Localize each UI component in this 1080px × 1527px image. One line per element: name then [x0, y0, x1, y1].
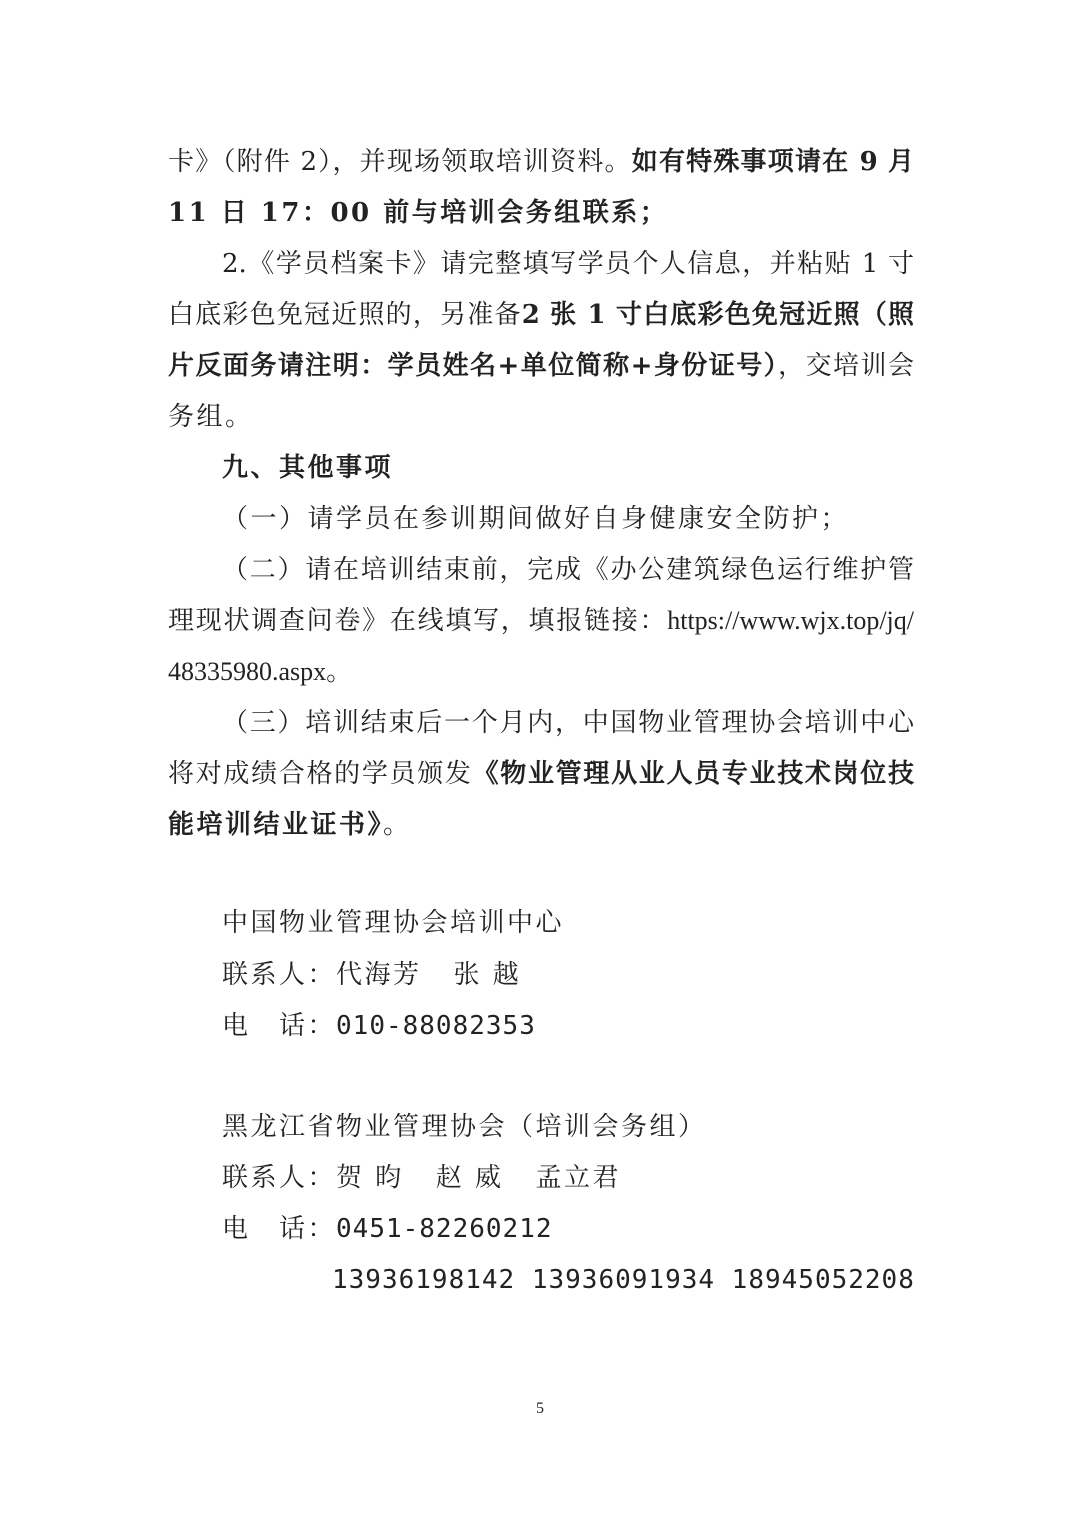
paragraph-line: [168, 349, 914, 383]
contact-name: 贺 昀: [336, 1163, 404, 1193]
page-number: 5: [536, 1400, 544, 1417]
contact-label: 联系人：: [222, 960, 337, 990]
contact-phone: [222, 1212, 553, 1246]
phone-label: 电 话：: [222, 1214, 337, 1244]
survey-link[interactable]: https://www.wjx.top/jq/: [667, 606, 914, 635]
contact-persons: [222, 958, 521, 992]
bold-text-segment: 如有特殊事项请在 9 月: [631, 147, 914, 177]
bold-text-segment: 能培训结业证书》: [168, 810, 384, 840]
contact-persons: [222, 1161, 621, 1195]
bold-text-segment: 2 张 1 寸白底彩色免冠近照（照: [521, 300, 914, 330]
list-item: （三）培训结束后一个月内，中国物业管理协会培训中心: [222, 708, 914, 738]
text-segment: 将对成绩合格的学员颁发: [168, 759, 473, 789]
bold-text-segment: 《物业管理从业人员专业技术岗位技: [472, 759, 914, 789]
contact-name: 赵 威: [435, 1163, 504, 1193]
text-segment: ，交培训会: [778, 351, 914, 381]
paragraph-line: [168, 298, 914, 332]
text-segment: 卡》（附件 2），并现场领取培训资料。: [168, 147, 632, 177]
phone-number: 0451-82260212: [336, 1214, 553, 1244]
paragraph-line: [168, 145, 914, 179]
contact-label: 联系人：: [222, 1163, 337, 1193]
contact-phone: [222, 1009, 536, 1043]
section-heading: 九、其他事项: [222, 453, 394, 483]
paragraph-line: [168, 757, 914, 791]
list-item: （二）请在培训结束前，完成《办公建筑绿色运行维护管: [222, 555, 914, 585]
contact-name: 孟立君: [535, 1163, 622, 1193]
contact-org: 中国物业管理协会培训中心: [222, 908, 565, 938]
mobile-numbers: 13936198142 13936091934 18945052208: [332, 1265, 915, 1295]
text-segment: 白底彩色免冠近照的，另准备: [168, 300, 522, 330]
contact-name: 代海芳: [336, 960, 422, 990]
contact-org: 黑龙江省物业管理协会（培训会务组）: [222, 1112, 707, 1142]
paragraph-line: 务组。: [168, 402, 254, 432]
text-segment: 。: [383, 810, 412, 840]
bold-text-segment: 片反面务请注明：学员姓名+单位简称+身份证号）: [168, 351, 779, 381]
paragraph-line: [168, 604, 914, 638]
phone-label: 电 话：: [222, 1011, 337, 1041]
paragraph-line: 2.《学员档案卡》请完整填写学员个人信息，并粘贴 1 寸: [222, 249, 914, 279]
paragraph-line: 48335980.aspx。: [168, 657, 353, 686]
paragraph-line: 11 日 17：00 前与培训会务组联系；: [168, 198, 669, 228]
paragraph-line: [168, 808, 412, 842]
list-item: （一）请学员在参训期间做好自身健康安全防护；: [222, 504, 850, 534]
phone-number: 010-88082353: [336, 1011, 536, 1041]
text-segment: 理现状调查问卷》在线填写，填报链接：: [168, 606, 668, 636]
contact-name: 张 越: [453, 960, 522, 990]
